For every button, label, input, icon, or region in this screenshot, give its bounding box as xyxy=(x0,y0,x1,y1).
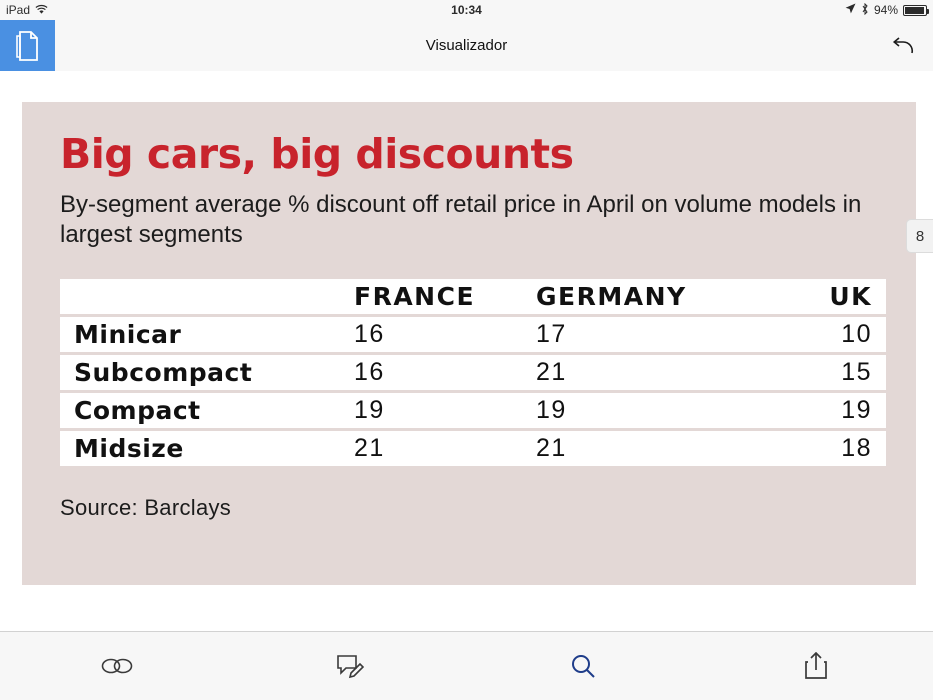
cell-subcompact-uk: 15 xyxy=(704,353,886,391)
cell-midsize-france: 21 xyxy=(340,429,522,467)
document-viewer[interactable] xyxy=(0,71,933,632)
cell-midsize-germany: 21 xyxy=(522,429,704,467)
table-header-uk: UK xyxy=(704,279,886,316)
document-icon[interactable] xyxy=(0,20,55,71)
location-arrow-icon xyxy=(845,3,856,17)
status-bar-right xyxy=(845,3,927,18)
reading-mode-icon[interactable] xyxy=(0,632,233,700)
row-label-midsize: Midsize xyxy=(60,429,340,467)
cell-minicar-france: 16 xyxy=(340,315,522,353)
table-header-france: FRANCE xyxy=(340,279,522,316)
cell-minicar-uk: 10 xyxy=(704,315,886,353)
table-header-blank xyxy=(60,279,340,316)
cell-subcompact-germany: 21 xyxy=(522,353,704,391)
page-number-badge[interactable]: 8 xyxy=(906,219,933,253)
table-row xyxy=(60,429,886,467)
device-label: iPad xyxy=(6,3,31,17)
cell-compact-uk: 19 xyxy=(704,391,886,429)
annotate-icon[interactable] xyxy=(233,632,466,700)
status-bar-left xyxy=(6,3,48,17)
page-title: Visualizador xyxy=(425,37,508,54)
status-bar xyxy=(0,0,933,20)
cell-compact-germany: 19 xyxy=(522,391,704,429)
table-row xyxy=(60,391,886,429)
cell-minicar-germany: 17 xyxy=(522,315,704,353)
source-note: Source: Barclays xyxy=(60,494,232,520)
cell-compact-france: 19 xyxy=(340,391,522,429)
search-icon[interactable] xyxy=(467,632,700,700)
discount-table xyxy=(60,279,886,469)
table-row xyxy=(60,353,886,391)
cell-subcompact-france: 16 xyxy=(340,353,522,391)
slide-page xyxy=(22,102,916,585)
battery-icon xyxy=(903,5,927,16)
share-icon[interactable] xyxy=(700,632,933,700)
row-label-compact: Compact xyxy=(60,391,340,429)
navigation-bar xyxy=(0,20,933,72)
bottom-toolbar xyxy=(0,631,933,700)
table-row xyxy=(60,315,886,353)
bluetooth-icon xyxy=(861,3,869,18)
table-header-row xyxy=(60,279,886,316)
slide-subtitle: By-segment average % discount off retail price in April on volume models in largest segments xyxy=(60,191,862,249)
row-label-minicar: Minicar xyxy=(60,315,340,353)
status-bar-clock: 10:34 xyxy=(451,3,482,17)
wifi-icon xyxy=(35,4,48,17)
slide-title: Big cars, big discounts xyxy=(60,130,574,178)
cell-midsize-uk: 18 xyxy=(704,429,886,467)
row-label-subcompact: Subcompact xyxy=(60,353,340,391)
table-header-germany: GERMANY xyxy=(522,279,704,316)
undo-icon[interactable] xyxy=(873,20,933,71)
battery-percent-label: 94% xyxy=(873,3,898,17)
